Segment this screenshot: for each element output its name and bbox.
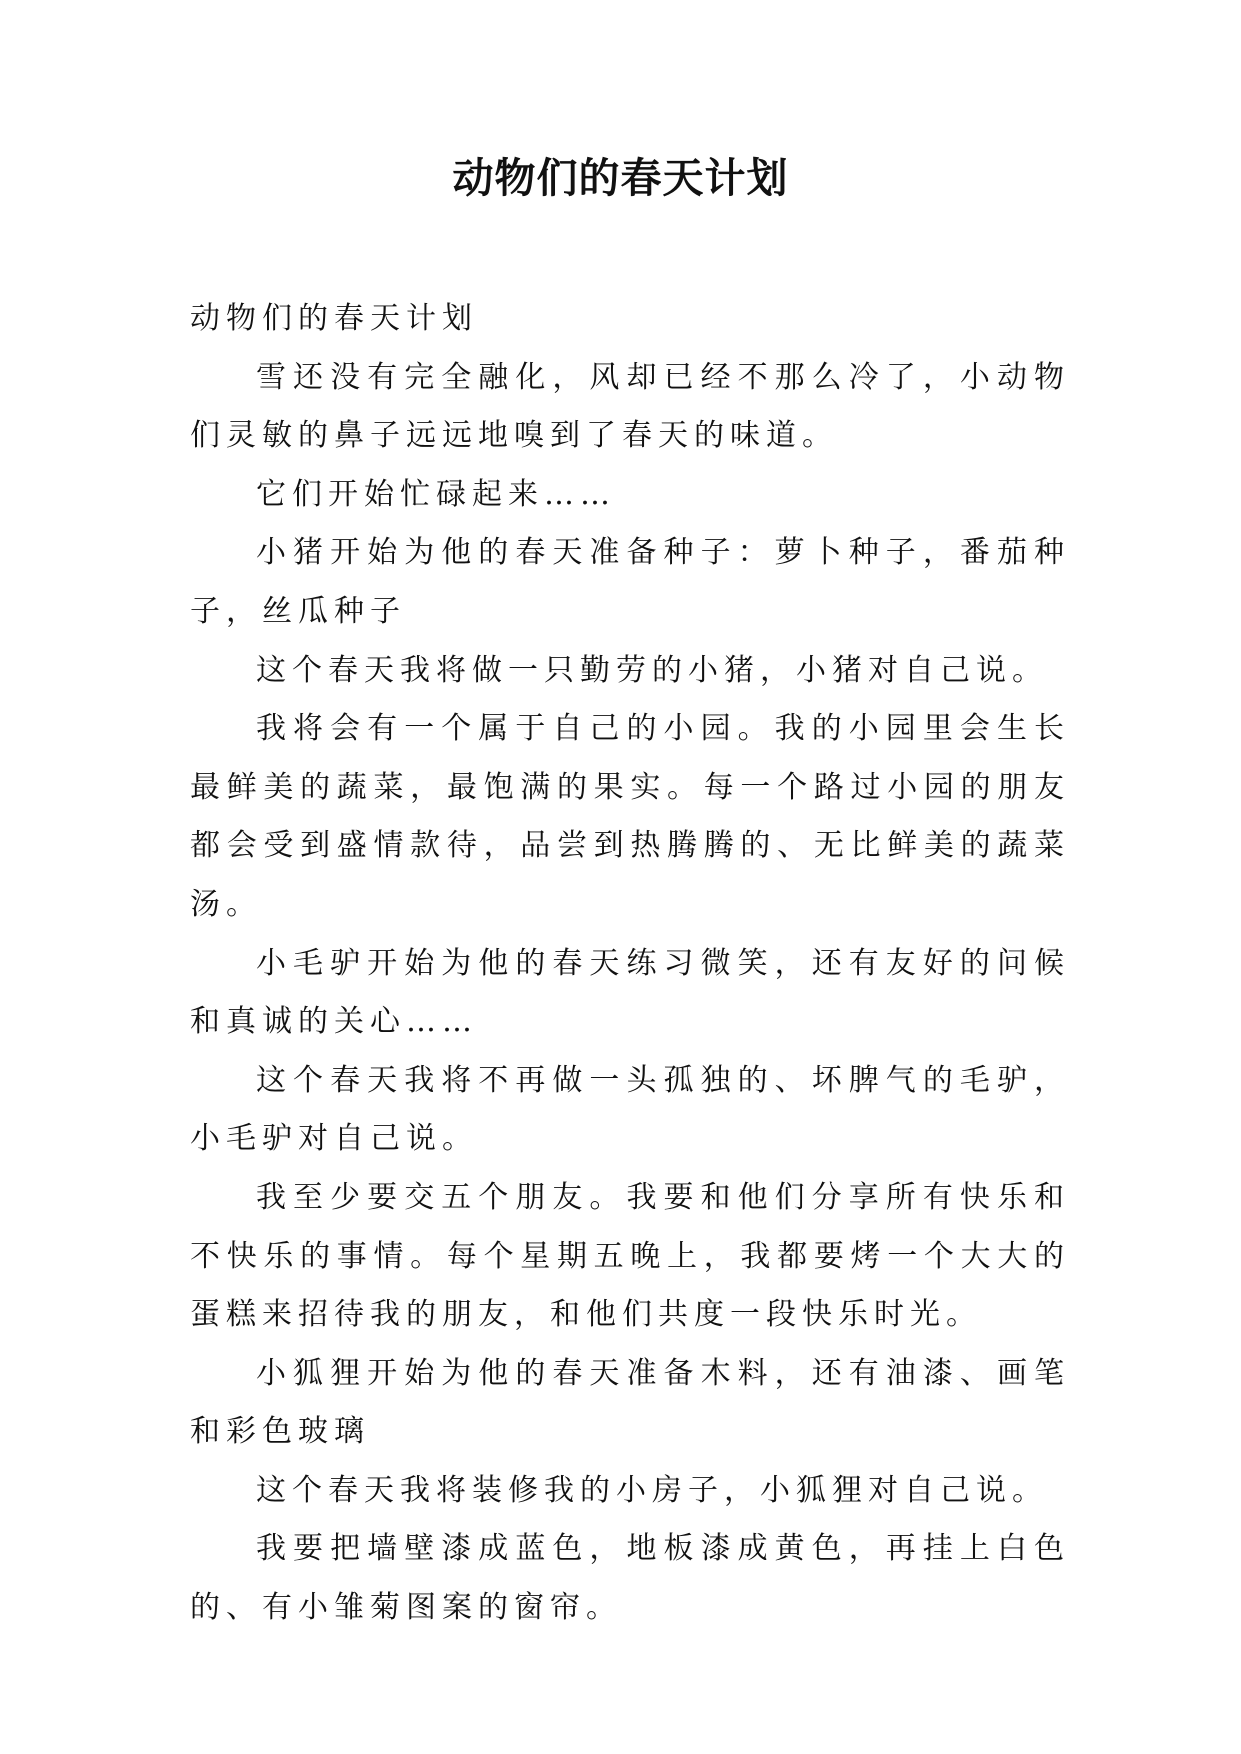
paragraph-heading: 动物们的春天计划 — [190, 301, 478, 336]
paragraph: 这个春天我将不再做一头孤独的、坏脾气的毛驴，小毛驴对自己说。 — [190, 1062, 1070, 1157]
paragraph: 我将会有一个属于自己的小园。我的小园里会生长最鲜美的蔬菜，最饱满的果实。每一个路过小园的朋友都会受到盛情款待，品尝到热腾腾的、无比鲜美的蔬菜汤。 — [190, 711, 1070, 922]
paragraph: 我至少要交五个朋友。我要和他们分享所有快乐和不快乐的事情。每个星期五晚上，我都要烤一个大大的蛋糕来招待我的朋友，和他们共度一段快乐时光。 — [190, 1179, 1070, 1333]
paragraph: 这个春天我将做一只勤劳的小猪，小猪对自己说。 — [256, 652, 1048, 688]
paragraph: 它们开始忙碌起来…… — [256, 476, 616, 512]
document-body — [190, 290, 1070, 1638]
document-title: 动物们的春天计划 — [452, 154, 789, 202]
paragraph: 雪还没有完全融化，风却已经不那么冷了，小动物们灵敏的鼻子远远地嗅到了春天的味道。 — [190, 359, 1070, 454]
paragraph: 我要把墙壁漆成蓝色，地板漆成黄色，再挂上白色的、有小雏菊图案的窗帘。 — [190, 1531, 1070, 1626]
paragraph: 这个春天我将装修我的小房子，小狐狸对自己说。 — [256, 1472, 1048, 1508]
paragraph: 小毛驴开始为他的春天练习微笑，还有友好的问候和真诚的关心…… — [190, 945, 1070, 1040]
paragraph: 小猪开始为他的春天准备种子：萝卜种子，番茄种子，丝瓜种子 — [190, 535, 1070, 629]
paragraph: 小狐狸开始为他的春天准备木料，还有油漆、画笔和彩色玻璃 — [190, 1355, 1070, 1450]
